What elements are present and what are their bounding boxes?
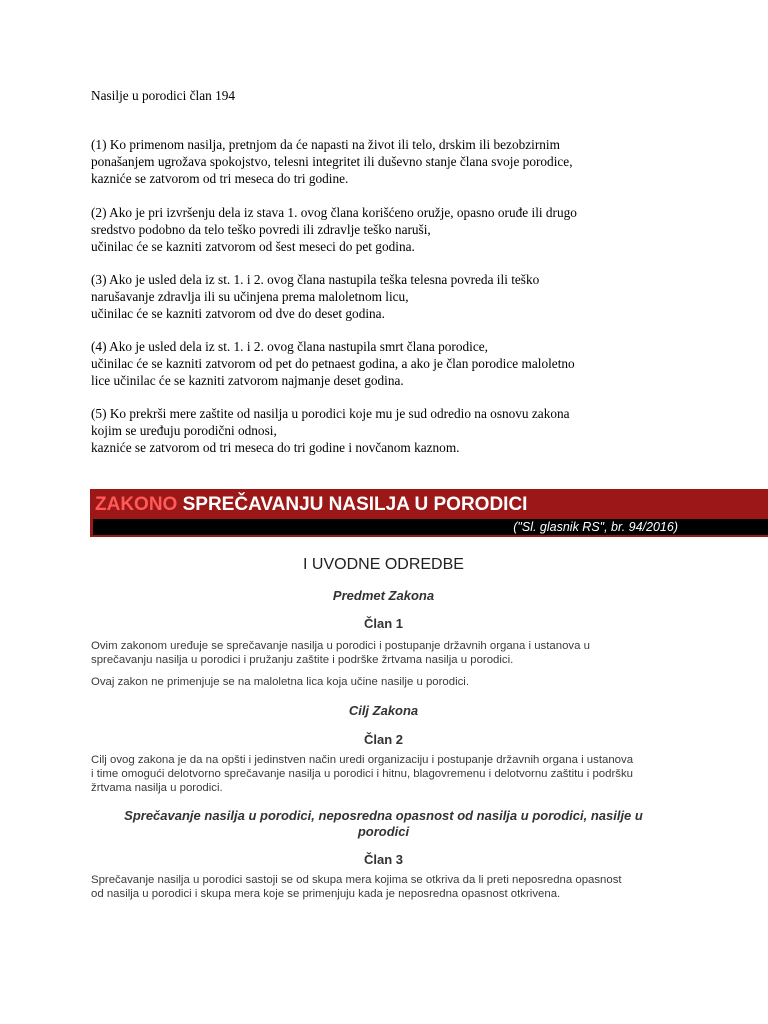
article-subject: Cilj Zakona: [348, 703, 419, 718]
text-line: žrtvama nasilja u porodici.: [91, 782, 223, 794]
article-number: Član 3: [363, 852, 403, 867]
text-line: (3) Ako je usled dela iz st. 1. i 2. ovog člana nastupila teška telesna povreda ili teško: [91, 272, 540, 287]
page-title: Nasilje u porodici član 194: [91, 88, 236, 103]
text-line: narušavanje zdravlja ili su učinjena prema maloletnom licu,: [91, 289, 409, 304]
section-heading: I UVODNE ODREDBE: [303, 556, 464, 573]
text-line: (5) Ko prekrši mere zaštite od nasilja u porodici koje mu je sud odredio na osnovu zakona: [91, 406, 570, 421]
text-line: učinilac će se kazniti zatvorom od dve do deset godina.: [91, 306, 385, 321]
text-line: Sprečavanje nasilja u porodici, neposredna opasnost od nasilja u porodici, nasilje u: [124, 808, 643, 823]
article-paragraph: [91, 675, 691, 689]
law-paragraph-2: [91, 204, 691, 255]
article-paragraph: [91, 873, 691, 901]
law-paragraph-3: [91, 271, 691, 322]
text-line: (2) Ako je pri izvršenju dela iz stava 1. ovog člana korišćeno oružje, opasno oruđe ili drugo: [91, 205, 577, 220]
article-subject: Predmet Zakona: [332, 588, 435, 603]
text-line: Ovaj zakon ne primenjuje se na maloletna lica koja učine nasilje u porodici.: [91, 676, 469, 688]
text-line: kazniće se zatvorom od tri meseca do tri godine i novčanom kaznom.: [91, 440, 460, 455]
text-line: (1) Ko primenom nasilja, pretnjom da će napasti na život ili telo, drskim ili bezobzirnim: [91, 137, 560, 152]
article-paragraph: [91, 639, 691, 667]
article-subject: [90, 808, 677, 840]
text-line: Cilj ovog zakona je da na opšti i jedinstven način uredi organizaciju i postupanje državnih organa i ustanova: [91, 754, 634, 766]
text-line: Ovim zakonom uređuje se sprečavanje nasilja u porodici i postupanje državnih organa i ustanova u: [91, 640, 590, 652]
text-line: i time omogući delotvorno sprečavanje nasilja u porodici i hitnu, blagovremenu i delotvornu zaštitu i podršku: [91, 768, 633, 780]
text-line: od nasilja u porodici i skupa mera koje se primenjuju kada je neposredna opasnost otkrivena.: [91, 888, 561, 900]
banner-subtitle-bar: [93, 519, 768, 535]
text-line: (4) Ako je usled dela iz st. 1. i 2. ovog člana nastupila smrt člana porodice,: [91, 339, 488, 354]
text-line: sredstvo podobno da telo teško povredi ili zdravlje teško naruši,: [91, 222, 431, 237]
article-paragraph: [91, 753, 691, 795]
text-line: ponašanjem ugrožava spokojstvo, telesni integritet ili duševno stanje člana svoje porodice,: [91, 154, 573, 169]
banner-title: [95, 493, 527, 517]
text-line: učinilac će se kazniti zatvorom od šest meseci do pet godina.: [91, 239, 415, 254]
text-line: sprečavanju nasilja u porodici i pružanju zaštite i podrške žrtvama nasilja u porodici.: [91, 654, 514, 666]
law-paragraph-4: [91, 338, 691, 389]
banner-title-rest: SPREČAVANJU NASILJA U PORODICI: [177, 494, 528, 515]
banner-title-accent: ZAKONO: [95, 494, 178, 515]
text-line: kazniće se zatvorom od tri meseca do tri godine.: [91, 171, 349, 186]
text-line: porodici: [357, 824, 410, 839]
law-paragraph-5: [91, 405, 691, 456]
text-line: kojim se uređuju porodični odnosi,: [91, 423, 277, 438]
text-line: učinilac će se kazniti zatvorom od pet do petnaest godina, a ako je član porodice maloletno: [91, 356, 575, 371]
law-title-banner: [90, 489, 768, 537]
article-number: Član 1: [363, 616, 403, 631]
text-line: Sprečavanje nasilja u porodici sastoji se od skupa mera kojima se otkriva da li preti neposredna opasnost: [91, 874, 622, 886]
text-line: lice učinilac će se kazniti zatvorom najmanje deset godina.: [91, 373, 404, 388]
article-number: Član 2: [363, 732, 403, 747]
law-paragraph-1: [91, 136, 691, 187]
gazette-reference: ("Sl. glasnik RS", br. 94/2016): [513, 520, 678, 534]
